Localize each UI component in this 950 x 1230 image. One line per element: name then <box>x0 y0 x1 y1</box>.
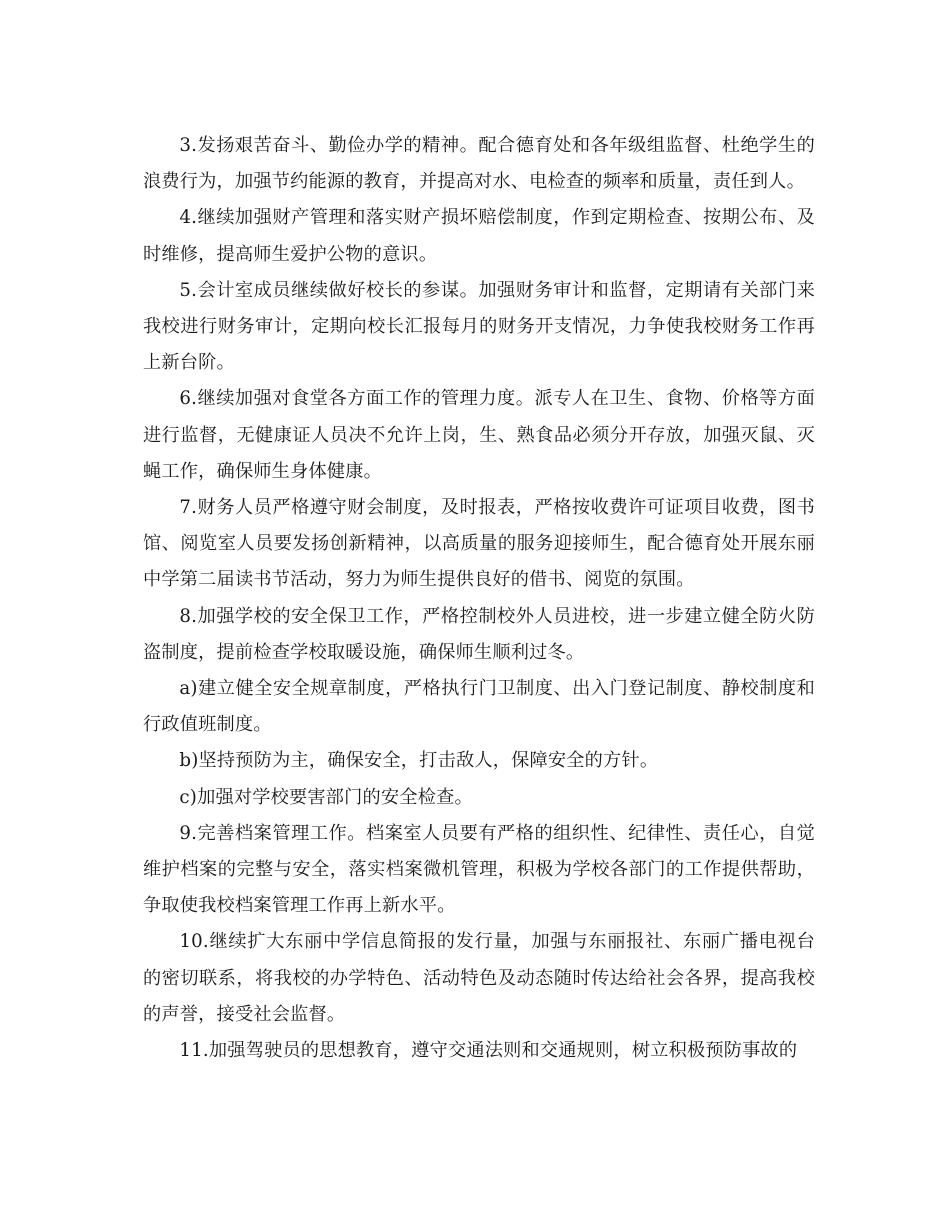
paragraph-item-9: 9.完善档案管理工作。档案室人员要有严格的组织性、纪律性、责任心，自觉维护档案的完整与安全，落实档案微机管理，积极为学校各部门的工作提供帮助，争取使我校档案管理工作再上新水平。 <box>143 822 815 917</box>
document-body <box>143 128 815 1069</box>
paragraph-item-11: 11.加强驾驶员的思想教育，遵守交通法则和交通规则，树立积极预防事故的 <box>179 1040 798 1062</box>
paragraph-item-6: 6.继续加强对食堂各方面工作的管理力度。派专人在卫生、食物、价格等方面进行监督，无健康证人员决不允许上岗，生、熟食品必须分开存放，加强灭鼠、灭蝇工作，确保师生身体健康。 <box>143 388 815 482</box>
paragraph-item-10: 10.继续扩大东丽中学信息简报的发行量，加强与东丽报社、东丽广播电视台的密切联系，将我校的办学特色、活动特色及动态随时传达给社会各界，提高我校的声誉，接受社会监督。 <box>143 931 815 1025</box>
paragraph-item-7: 7.财务人员严格遵守财会制度，及时报表，严格按收费许可证项目收费，图书馆、阅览室人员要发扬创新精神，以高质量的服务迎接师生，配合德育处开展东丽中学第二届读书节活动，努力为师生提供良好的借书、阅览的氛围。 <box>143 497 815 591</box>
paragraph-item-8: 8.加强学校的安全保卫工作，严格控制校外人员进校，进一步建立健全防火防盗制度，提前检查学校取暖设施，确保师生顺利过冬。 <box>143 605 815 663</box>
paragraph-subitem-c: c)加强对学校要害部门的安全检查。 <box>179 786 473 808</box>
paragraph-item-5: 5.会计室成员继续做好校长的参谋。加强财务审计和监督，定期请有关部门来我校进行财务审计，定期向校长汇报每月的财务开支情况，力争使我校财务工作再上新台阶。 <box>143 279 815 374</box>
paragraph-item-4: 4.继续加强财产管理和落实财产损坏赔偿制度，作到定期检查、按期公布、及时维修，提高师生爱护公物的意识。 <box>143 207 815 265</box>
paragraph-subitem-b: b)坚持预防为主，确保安全，打击敌人，保障安全的方针。 <box>179 750 659 772</box>
paragraph-subitem-a: a)建立健全安全规章制度，严格执行门卫制度、出入门登记制度、静校制度和行政值班制度。 <box>143 678 815 736</box>
paragraph-item-3: 3.发扬艰苦奋斗、勤俭办学的精神。配合德育处和各年级组监督、杜绝学生的浪费行为，加强节约能源的教育，并提高对水、电检查的频率和质量，责任到人。 <box>143 135 815 193</box>
